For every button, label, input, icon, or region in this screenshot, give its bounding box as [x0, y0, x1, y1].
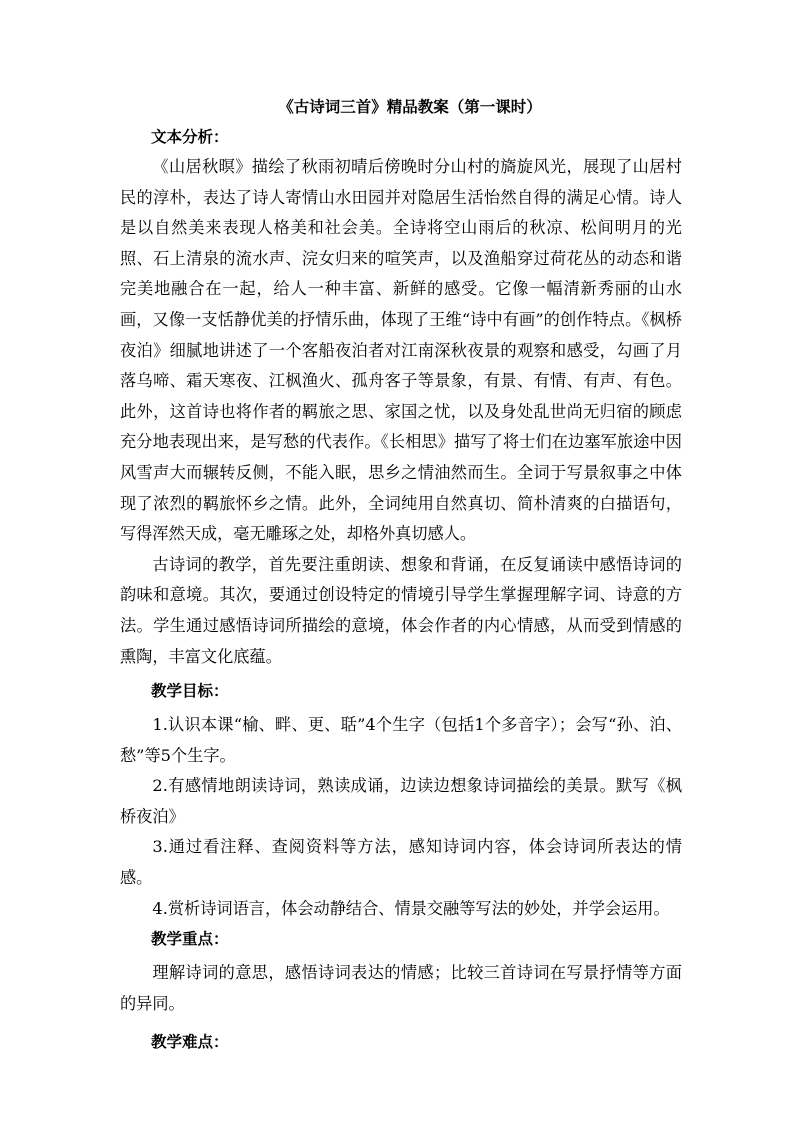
- goal-item-1: 1.认识本课“榆、畔、更、聒”4个生字（包括1个多音字）；会写“孙、泊、愁”等5个生字。: [120, 715, 682, 765]
- focus-text: 理解诗词的意思，感悟诗词表达的情感；比较三首诗词在写景抒情等方面的异同。: [120, 963, 682, 1013]
- analysis-paragraph-2: 古诗词的教学，首先要注重朗读、想象和背诵，在反复诵读中感悟诗词的韵味和意境。其次，要通过创设特定的情境引导学生掌握理解字词、诗意的方法。学生通过感悟诗词所描绘的意境，体会作者的内心情感，从而受到情感的熏陶，丰富文化底蕴。: [120, 554, 682, 666]
- goals-heading: 教学目标：: [151, 681, 229, 701]
- goal-item-4: 4.赏析诗词语言，体会动静结合、情景交融等写法的妙处，并学会运用。: [152, 898, 670, 918]
- analysis-paragraph-1: 《山居秋暝》描绘了秋雨初晴后傍晚时分山村的旖旋风光，展现了山居村民的淳朴，表达了诗人寄情山水田园并对隐居生活怡然自得的满足心情。诗人是以自然美来表现人格美和社会美。全诗将空山雨后的秋凉、松间明月的光照、石上清泉的流水声、浣女归来的喧笑声，以及渔船穿过荷花丛的动态和谐完美地融合在一起，给人一种丰富、新鲜的感受。它像一幅清新秀丽的山水画，又像一支恬静优美的抒情乐曲，体现了王维“诗中有画”的创作特点。《枫桥夜泊》细腻地讲述了一个客船夜泊者对江南深秋夜景的观察和感受，勾画了月落乌啼、霜天寒夜、江枫渔火、孤舟客子等景象，有景、有情、有声、有色。此外，这首诗也将作者的羁旅之思、家国之忧，以及身处乱世尚无归宿的顾虑充分地表现出来，是写愁的代表作。《长相思》描写了将士们在边塞军旅途中因风雪声大而辗转反侧，不能入眠，思乡之情油然而生。全词于写景叙事之中体现了浓烈的羁旅怀乡之情。此外，全词纯用自然真切、简朴清爽的白描语句，写得浑然天成，毫无雕琢之处，却格外真切感人。: [120, 157, 682, 544]
- difficulty-heading: 教学难点：: [151, 1032, 229, 1052]
- analysis-heading: 文本分析：: [151, 127, 229, 146]
- focus-heading: 教学重点：: [151, 929, 229, 949]
- goal-item-3: 3.通过看注释、查阅资料等方法，感知诗词内容，体会诗词所表达的情感。: [120, 837, 682, 888]
- document-title: 《古诗词三首》精品教案（第一课时）: [278, 97, 542, 116]
- document-page: [120, 92, 682, 1057]
- goal-item-2: 2.有感情地朗读诗词，熟读成诵，边读边想象诗词描绘的美景。默写《枫桥夜泊》: [120, 776, 682, 826]
